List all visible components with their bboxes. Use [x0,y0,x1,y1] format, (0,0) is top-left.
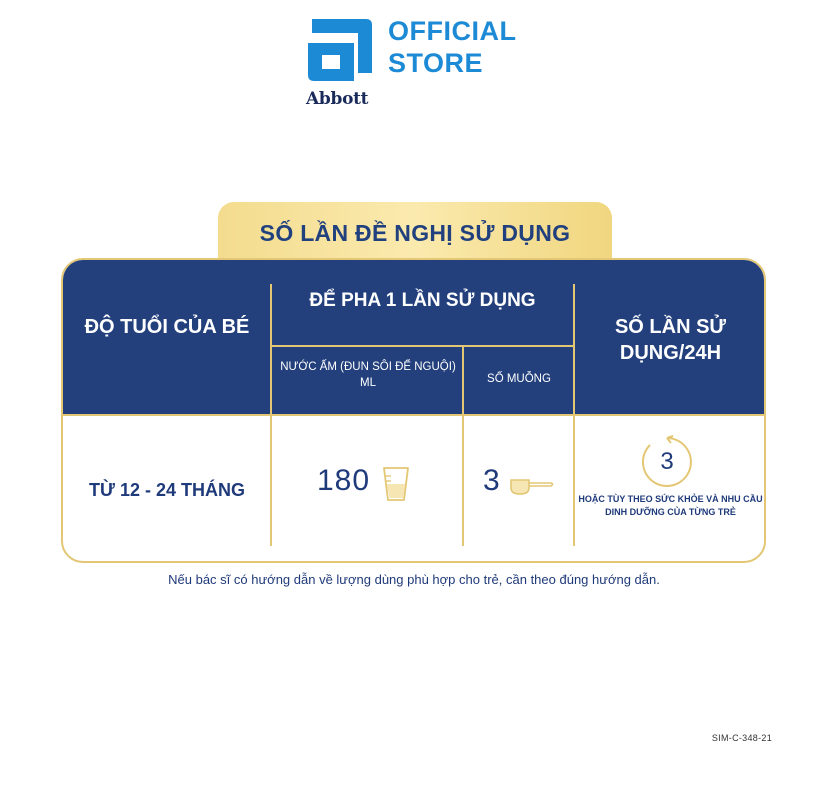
abbott-brand-text: Abbott [306,89,369,109]
divider [63,414,764,416]
abbott-official-store-logo [304,15,534,109]
times-note: HOẶC TÙY THEO SỨC KHỎE VÀ NHU CẦU DINH DƯỠNG CỦA TỪNG TRẺ [578,494,763,517]
header-age: ĐỘ TUỔI CỦA BÉ [84,316,250,338]
divider [573,416,575,546]
header-scoops: SỐ MUỖNG [487,373,551,385]
document-code: SIM-C-348-21 [711,733,772,743]
usage-table [61,258,766,563]
abbott-logo-icon [304,15,376,85]
age-value: TỪ 12 - 24 THÁNG [89,480,245,500]
page-title: SỐ LẦN ĐỀ NGHỊ SỬ DỤNG [259,220,571,246]
scoop-icon [509,474,555,496]
guidance-note: Nếu bác sĩ có hướng dẫn về lượng dùng phù hợp cho trẻ, cần theo đúng hướng dẫn. [168,572,660,587]
official-store-text: OFFICIAL STORE [388,16,517,78]
times-value: 3 [660,448,674,475]
header-times: SỐ LẦN SỬ DỤNG/24H [614,316,727,364]
water-value: 180 [317,464,371,497]
divider [462,416,464,546]
header-water: NƯỚC ẤM (ĐUN SÔI ĐỂ NGUỘI) ML [280,361,456,389]
measuring-cup-icon [381,466,411,502]
header-mix: ĐỂ PHA 1 LẦN SỬ DỤNG [309,290,536,311]
scoops-value: 3 [483,464,500,497]
divider [271,345,573,347]
